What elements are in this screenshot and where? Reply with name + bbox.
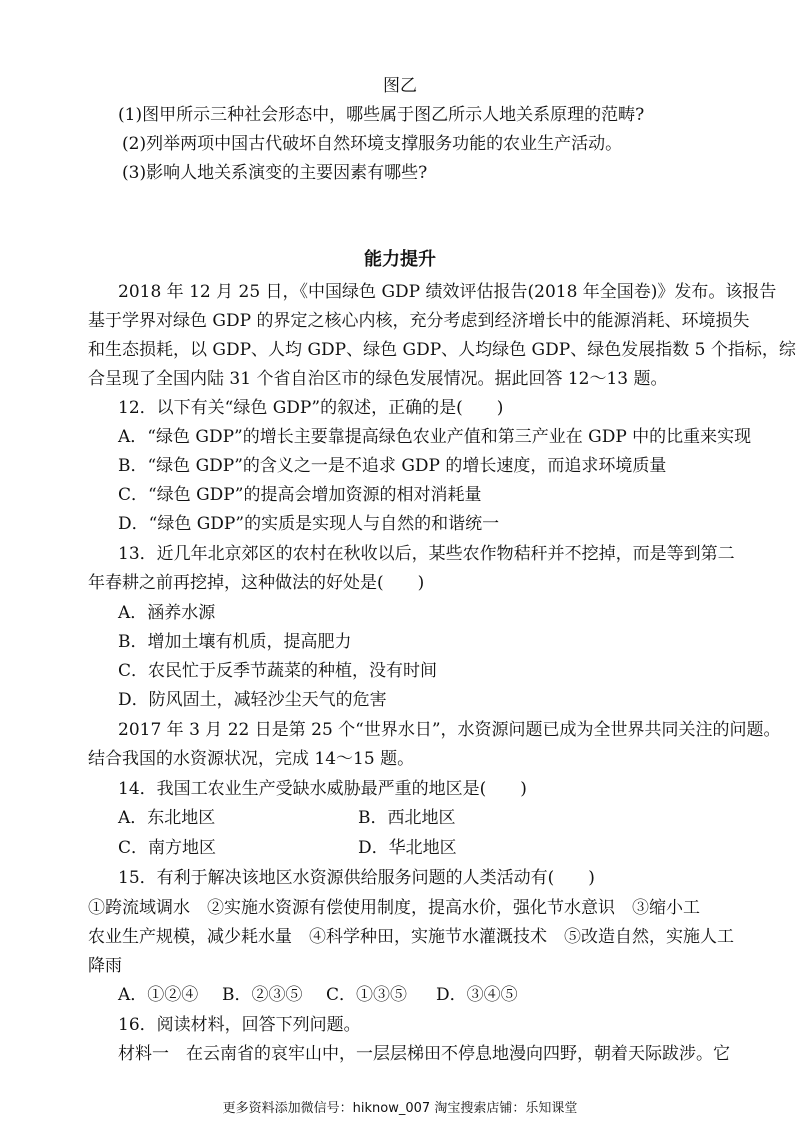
q13-option-a: A．涵养水源 — [118, 603, 216, 623]
passage2-line-2: 结合我国的水资源状况，完成 14～15 题。 — [88, 749, 415, 769]
passage2-line-1: 2017 年 3 月 22 日是第 25 个“世界水日”，水资源问题已成为全世界共同关注的问题。 — [118, 720, 781, 740]
q12-option-a: A．“绿色 GDP”的增长主要靠提高绿色农业产值和第三产业在 GDP 中的比重来实现 — [118, 427, 752, 447]
passage1-line-2: 基于学界对绿色 GDP 的界定之核心内核，充分考虑到经济增长中的能源消耗、环境损失 — [88, 311, 750, 331]
q15-stem: 15．有利于解决该地区水资源供给服务问题的人类活动有( ) — [118, 868, 595, 888]
footer-note: 更多资料添加微信号：hiknow_007 淘宝搜索店铺：乐知课堂 — [222, 1101, 578, 1116]
q13-stem-line-2: 年春耕之前再挖掉，这种做法的好处是( ) — [88, 573, 425, 593]
q15-body-line-1: ①跨流域调水 ②实施水资源有偿使用制度，提高水价，强化节水意识 ③缩小工 — [88, 898, 700, 918]
q14-option-c: C．南方地区 — [118, 838, 217, 858]
q15-body-line-3: 降雨 — [88, 956, 122, 976]
passage1-line-1: 2018 年 12 月 25 日，《中国绿色 GDP 绩效评估报告(2018 年全国卷)》发布。该报告 — [118, 282, 777, 302]
q15-option-d: D．③④⑤ — [436, 985, 518, 1005]
question-part-2: (2)列举两项中国古代破坏自然环境支撑服务功能的农业生产活动。 — [122, 134, 623, 154]
q14-option-a: A．东北地区 — [118, 808, 216, 828]
q13-option-d: D．防风固土，减轻沙尘天气的危害 — [118, 690, 387, 710]
passage1-line-4: 合呈现了全国内陆 31 个省自治区市的绿色发展情况。据此回答 12～13 题。 — [88, 369, 668, 389]
q13-option-c: C．农民忙于反季节蔬菜的种植，没有时间 — [118, 661, 438, 681]
q14-option-b: B．西北地区 — [358, 808, 456, 828]
q12-stem: 12．以下有关“绿色 GDP”的叙述，正确的是( ) — [118, 398, 504, 418]
q15-option-b: B．②③⑤ — [222, 985, 303, 1005]
q15-option-c: C．①③⑤ — [326, 985, 408, 1005]
figure-caption: 图乙 — [383, 76, 417, 96]
q16-stem: 16．阅读材料，回答下列问题。 — [118, 1015, 361, 1035]
question-part-1: (1)图甲所示三种社会形态中，哪些属于图乙所示人地关系原理的范畴? — [118, 105, 645, 125]
q14-stem: 14．我国工农业生产受缺水威胁最严重的地区是( ) — [118, 779, 527, 799]
section-title: 能力提升 — [364, 249, 436, 270]
question-part-3: (3)影响人地关系演变的主要因素有哪些? — [122, 163, 428, 183]
q16-material: 材料一 在云南省的哀牢山中，一层层梯田不停息地漫向四野，朝着天际跋涉。它 — [118, 1044, 730, 1064]
q12-option-b: B．“绿色 GDP”的含义之一是不追求 GDP 的增长速度，而追求环境质量 — [118, 456, 667, 476]
q13-option-b: B．增加土壤有机质，提高肥力 — [118, 632, 352, 652]
q12-option-c: C．“绿色 GDP”的提高会增加资源的相对消耗量 — [118, 485, 482, 505]
q13-stem-line-1: 13．近几年北京郊区的农村在秋收以后，某些农作物秸秆并不挖掉，而是等到第二 — [118, 544, 735, 564]
q15-body-line-2: 农业生产规模，减少耗水量 ④科学种田，实施节水灌溉技术 ⑤改造自然，实施人工 — [88, 927, 734, 947]
q14-option-d: D．华北地区 — [358, 838, 457, 858]
q15-option-a: A．①②④ — [118, 985, 199, 1005]
q12-option-d: D．“绿色 GDP”的实质是实现人与自然的和谐统一 — [118, 514, 500, 534]
passage1-line-3: 和生态损耗，以 GDP、人均 GDP、绿色 GDP、人均绿色 GDP、绿色发展指数 5 个指标，综 — [88, 340, 796, 360]
